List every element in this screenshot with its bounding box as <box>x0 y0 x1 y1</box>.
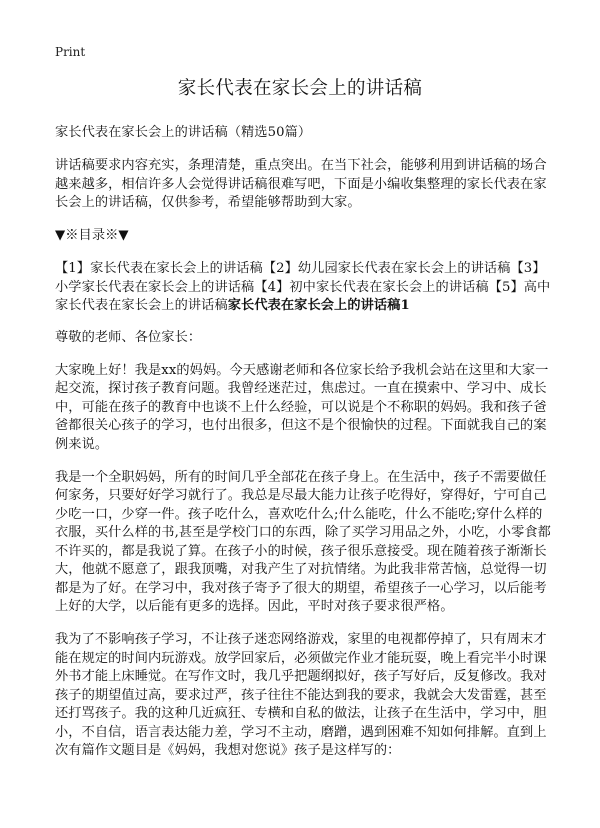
toc-heading: ▼※目录※▼ <box>55 228 129 243</box>
intro-paragraph: 讲话稿要求内容充实，条理清楚，重点突出。在当下社会，能够利用到讲话稿的场合越来越多，相信许多人会觉得讲话稿很难写吧，下面是小编收集整理的家长代表在家长会上的讲话稿，仅供参考，希望能够帮助到大家。 <box>55 158 547 210</box>
toc-link-1[interactable]: 【1】家长代表在家长会上的讲话稿 <box>55 261 263 276</box>
page-title: 家长代表在家长会上的讲话稿 <box>177 78 423 99</box>
toc-link-3[interactable]: 【3】小学家长代表在家长会上的讲话稿 <box>55 261 546 295</box>
body-paragraph-2: 我是一个全职妈妈，所有的时间几乎全部花在孩子身上。在生活中，孩子不需要做任何家务，只要好好学习就行了。我总是尽最大能力让孩子吃得好，穿得好，宁可自己少吃一口，少穿一件。孩子吃什么，喜欢吃什么;什么能吃，什么不能吃;穿什么样的衣服，买什么样的书,甚至是学校门口的东西，除了买学习用品之外，小吃，小零食都不许买的，都是我说了算。在孩子小的时候，孩子很乐意接受。现在随着孩子渐渐长大，他就不愿意了，跟我顶嘴，对我产生了对抗情绪。为此我非常苦恼，总觉得一切都是为了好。在学习中，我对孩子寄予了很大的期望，希望孩子一心学习，以后能考上好的大学，以后能有更多的选择。因此，平时对孩子要求很严格。 <box>55 469 551 614</box>
print-label[interactable]: Print <box>55 45 86 59</box>
toc-link-2[interactable]: 【2】幼儿园家长代表在家长会上的讲话稿 <box>262 261 511 276</box>
body-paragraph-3: 我为了不影响孩子学习，不让孩子迷恋网络游戏，家里的电视都停掉了，只有周末才能在规定的时间内玩游戏。放学回家后，必须做完作业才能玩耍，晚上看完半小时课外书才能上床睡觉。在写作文时，我几乎把题纲拟好，孩子写好后，反复修改。我对孩子的期望值过高，要求过严，孩子往往不能达到我的要求，我就会大发雷霆，甚至还打骂孩子。我的这种几近疯狂、专横和自私的做法，让孩子在生活中，学习中，胆小，不自信，语言表达能力差，学习不主动，磨蹭，遇到困难不知如何排解。直到上次有篇作文题目是《妈妈，我想对您说》孩子是这样写的： <box>55 632 547 758</box>
table-of-contents <box>55 260 555 316</box>
section-heading: 家长代表在家长会上的讲话稿1 <box>227 298 410 313</box>
toc-link-5[interactable]: 【5】高中家长代表在家长会上的讲话稿 <box>55 279 551 313</box>
greeting: 尊敬的老师、各位家长： <box>55 329 202 345</box>
document-body <box>55 124 555 775</box>
body-paragraph-1: 大家晚上好！我是xx的妈妈。今天感谢老师和各位家长给予我机会站在这里和大家一起交流，探讨孩子教育问题。我曾经迷茫过，焦虑过。一直在摸索中、学习中、成长中，可能在孩子的教育中也谈不上什么经验，可以说是个不称职的妈妈。我和孩子爸爸都很关心孩子的学习，也付出很多，但这不是个很愉快的过程。下面就我自己的案例来说。 <box>55 362 549 452</box>
document-subtitle: 家长代表在家长会上的讲话稿（精选50篇） <box>55 125 312 140</box>
toc-link-4[interactable]: 【4】初中家长代表在家长会上的讲话稿 <box>254 279 489 295</box>
